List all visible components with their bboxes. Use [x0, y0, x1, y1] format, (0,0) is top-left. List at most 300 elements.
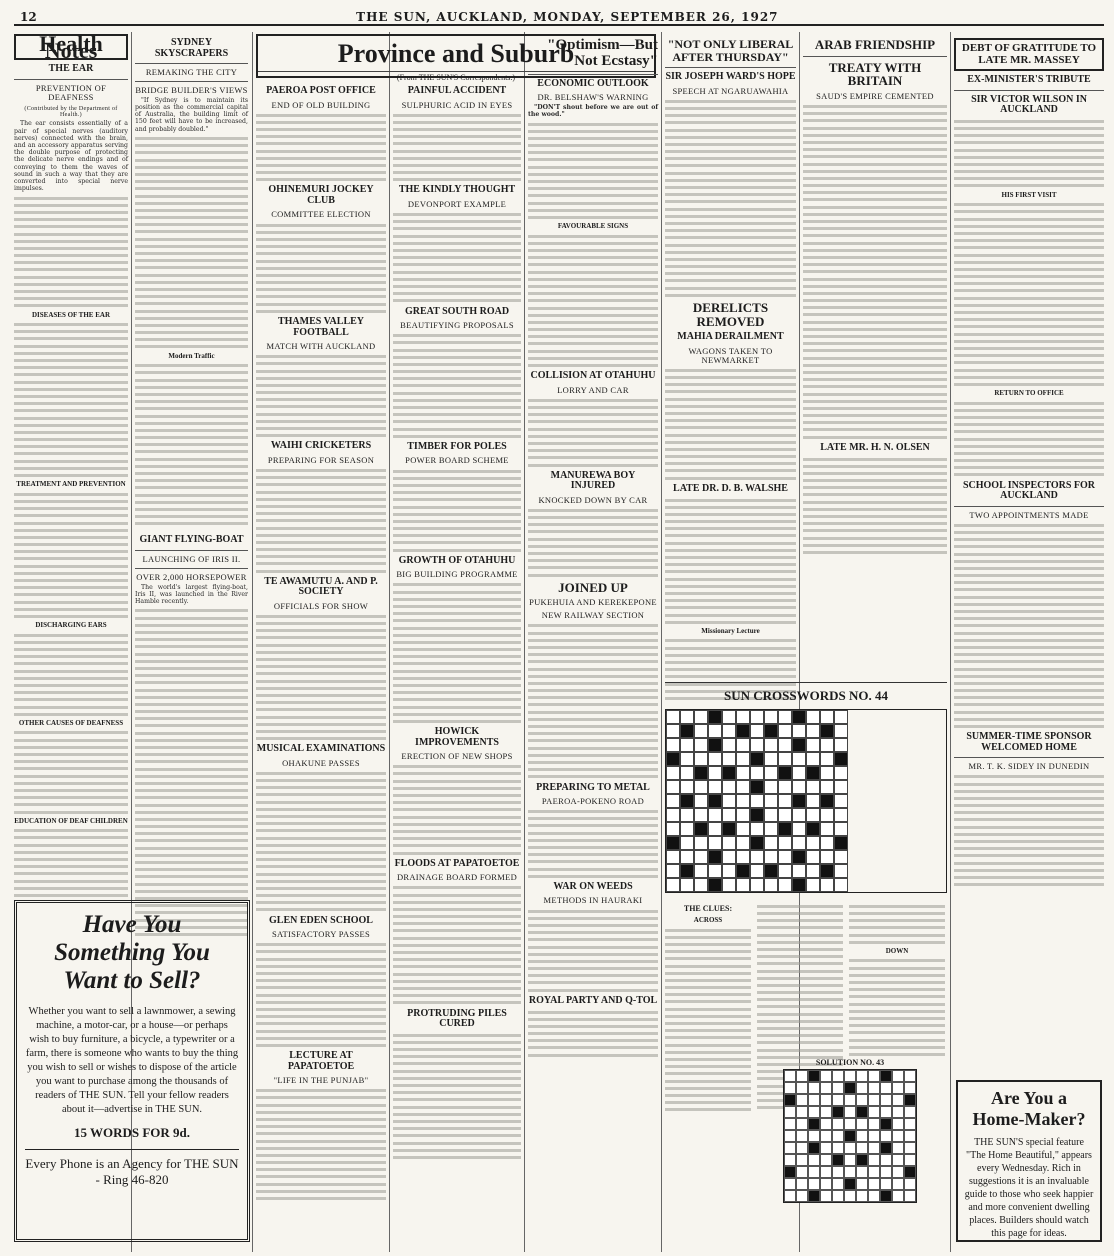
solution-cell	[820, 1118, 832, 1130]
crossword-cell[interactable]	[820, 710, 834, 724]
crossword-cell[interactable]	[820, 836, 834, 850]
article-headline: LECTURE AT PAPATOETOE	[287, 1050, 355, 1072]
crossword-cell[interactable]	[694, 808, 708, 822]
crossword-cell	[764, 724, 778, 738]
crossword-cell[interactable]	[722, 850, 736, 864]
crossword-cell[interactable]	[764, 794, 778, 808]
byline: (Contributed by the Department of Health.)	[24, 105, 118, 119]
crossword-cell[interactable]	[792, 808, 806, 822]
crossword-cell[interactable]	[680, 836, 694, 850]
solution-cell	[832, 1166, 844, 1178]
crossword-cell[interactable]	[820, 752, 834, 766]
clues-across-heading: ACROSS	[693, 916, 723, 925]
solution-cell	[856, 1154, 868, 1166]
solution-cell	[868, 1166, 880, 1178]
crossword-cell[interactable]	[694, 794, 708, 808]
sydney-column	[135, 34, 248, 894]
crossword-section	[665, 682, 947, 1242]
solution-cell	[856, 1190, 868, 1202]
article-subheadline: SPEECH AT NGARUAWAHIA	[672, 85, 789, 96]
crossword-cell[interactable]	[834, 780, 848, 794]
solution-cell	[844, 1106, 856, 1118]
article-subheadline: SIR JOSEPH WARD'S HOPE	[665, 71, 796, 83]
solution-cell	[868, 1178, 880, 1190]
article-headline: LATE MR. H. N. OLSEN	[820, 441, 930, 453]
crossword-cell	[708, 738, 722, 752]
crossword-cell[interactable]	[666, 724, 680, 738]
solution-cell	[856, 1070, 868, 1082]
crossword-cell[interactable]	[666, 878, 680, 892]
crossword-cell[interactable]	[722, 752, 736, 766]
crossword-cell[interactable]	[680, 752, 694, 766]
crossword-cell[interactable]	[694, 780, 708, 794]
masthead-title: THE SUN, AUCKLAND, MONDAY, SEPTEMBER 26, 1927	[356, 10, 779, 24]
solution-cell	[844, 1082, 856, 1094]
solution-cell	[892, 1118, 904, 1130]
crossword-cell[interactable]	[722, 780, 736, 794]
crossword-cell[interactable]	[666, 780, 680, 794]
crossword-cell[interactable]	[792, 780, 806, 794]
solution-cell	[832, 1094, 844, 1106]
solution-cell	[880, 1190, 892, 1202]
article-headline: GLEN EDEN SCHOOL	[269, 914, 373, 926]
article-headline: THAMES VALLEY FOOTBALL	[277, 316, 365, 338]
article-paragraph: "If Sydney is to maintain its position as the commercial capital of Australia, the building limit of 150 feet will have to be increased, and probably doubled."	[135, 96, 248, 133]
solution-cell	[856, 1130, 868, 1142]
solution-cell	[904, 1166, 916, 1178]
crossword-cell[interactable]	[806, 864, 820, 878]
article-subheadline: PUKEHUIA AND KEREKEPONE	[529, 597, 657, 608]
crossword-cell[interactable]	[834, 808, 848, 822]
crossword-cell[interactable]	[666, 850, 680, 864]
crossword-cell[interactable]	[722, 710, 736, 724]
solution-cell	[856, 1094, 868, 1106]
solution-cell	[808, 1178, 820, 1190]
solution-cell	[904, 1190, 916, 1202]
solution-cell	[784, 1166, 796, 1178]
article-headline: PAEROA POST OFFICE	[266, 85, 376, 96]
crossword-cell[interactable]	[792, 864, 806, 878]
solution-cell	[796, 1070, 808, 1082]
crossword-cell[interactable]	[806, 780, 820, 794]
article-headline: ARAB FRIENDSHIP	[814, 37, 936, 52]
solution-cell	[868, 1106, 880, 1118]
article-headline: FLOODS AT PAPATOETOE	[394, 857, 520, 869]
sir-joseph-ward-column	[665, 34, 796, 676]
article-headline: GREAT SOUTH ROAD	[404, 305, 510, 317]
crossword-cell	[778, 766, 792, 780]
section-heading: DISCHARGING EARS	[35, 621, 107, 630]
article-headline: OHINEMURI JOCKEY CLUB	[268, 184, 374, 206]
article-headline: GIANT FLYING-BOAT	[139, 534, 244, 546]
crossword-cell[interactable]	[708, 864, 722, 878]
solution-cell	[808, 1130, 820, 1142]
article-headline: THE KINDLY THOUGHT	[398, 184, 516, 196]
crossword-cell[interactable]	[820, 738, 834, 752]
article-headline: TE AWAMUTU A. AND P. SOCIETY	[264, 575, 378, 598]
solution-cell	[832, 1142, 844, 1154]
crossword-cell[interactable]	[694, 878, 708, 892]
crossword-cell[interactable]	[764, 822, 778, 836]
crossword-cell[interactable]	[666, 710, 680, 724]
crossword-cell[interactable]	[806, 724, 820, 738]
solution-cell	[868, 1130, 880, 1142]
article-subheadline: MR. T. K. SIDEY IN DUNEDIN	[968, 761, 1090, 772]
article-subheadline: DEVONPORT EXAMPLE	[407, 198, 507, 209]
crossword-title: SUN CROSSWORDS NO. 44	[724, 688, 888, 703]
solution-cell	[808, 1118, 820, 1130]
crossword-cell[interactable]	[834, 766, 848, 780]
crossword-cell[interactable]	[820, 850, 834, 864]
crossword-cell[interactable]	[806, 738, 820, 752]
crossword-cell[interactable]	[806, 850, 820, 864]
crossword-cell[interactable]	[736, 836, 750, 850]
economic-outlook-column	[528, 34, 658, 1242]
article-headline: WAR ON WEEDS	[553, 880, 633, 892]
crossword-cell	[764, 864, 778, 878]
crossword-cell[interactable]	[806, 878, 820, 892]
crossword-cell[interactable]	[694, 738, 708, 752]
crossword-cell[interactable]	[694, 752, 708, 766]
crossword-cell[interactable]	[764, 836, 778, 850]
crossword-cell[interactable]	[806, 752, 820, 766]
crossword-cell[interactable]	[666, 808, 680, 822]
crossword-cell[interactable]	[708, 780, 722, 794]
ad-phone: Every Phone is an Agency for THE SUN - Ring 46-820	[25, 1149, 239, 1188]
crossword-cell[interactable]	[834, 878, 848, 892]
crossword-cell[interactable]	[778, 738, 792, 752]
article-headline: PAINFUL ACCIDENT	[407, 85, 507, 96]
solution-cell	[904, 1142, 916, 1154]
ad-title: Have You Something You Want to Sell?	[54, 911, 210, 994]
crossword-cell[interactable]	[666, 738, 680, 752]
solution-cell	[832, 1178, 844, 1190]
solution-cell	[808, 1070, 820, 1082]
crossword-cell[interactable]	[708, 836, 722, 850]
crossword-cell[interactable]	[764, 878, 778, 892]
article-subheadline: SIR VICTOR WILSON IN AUCKLAND	[971, 93, 1087, 116]
crossword-cell[interactable]	[820, 878, 834, 892]
crossword-cell[interactable]	[764, 850, 778, 864]
crossword-cell	[750, 780, 764, 794]
solution-cell	[844, 1166, 856, 1178]
crossword-cell[interactable]	[750, 850, 764, 864]
section-heading: TREATMENT AND PREVENTION	[16, 480, 126, 489]
crossword-cell	[820, 864, 834, 878]
crossword-cell	[736, 864, 750, 878]
crossword-cell[interactable]	[834, 794, 848, 808]
solution-cell	[784, 1190, 796, 1202]
crossword-cell[interactable]	[736, 850, 750, 864]
solution-cell	[856, 1178, 868, 1190]
solution-cell	[904, 1154, 916, 1166]
crossword-cell[interactable]	[708, 808, 722, 822]
article-headline: COLLISION AT OTAHUHU	[530, 370, 656, 382]
crossword-cell[interactable]	[736, 822, 750, 836]
crossword-cell[interactable]	[750, 710, 764, 724]
crossword-cell[interactable]	[736, 766, 750, 780]
solution-cell	[904, 1106, 916, 1118]
crossword-cell[interactable]	[736, 752, 750, 766]
crossword-cell[interactable]	[778, 794, 792, 808]
crossword-cell[interactable]	[834, 738, 848, 752]
solution-cell	[844, 1094, 856, 1106]
crossword-cell[interactable]	[708, 724, 722, 738]
ad-body: THE SUN'S special feature "The Home Beautiful," appears every Wednesday. Rich in suggestions it is an invaluable guide to those who seek happier and more convenient dwelling places. Builders should watch this page for ideas.	[964, 1137, 1094, 1239]
solution-cell	[820, 1190, 832, 1202]
article-subheadline: TREATY WITH BRITAIN	[828, 59, 922, 89]
crossword-cell[interactable]	[778, 724, 792, 738]
solution-cell	[868, 1142, 880, 1154]
solution-cell	[844, 1118, 856, 1130]
solution-cell	[784, 1106, 796, 1118]
crossword-cell[interactable]	[792, 822, 806, 836]
arab-friendship-column	[803, 34, 947, 676]
crossword-cell[interactable]	[680, 822, 694, 836]
crossword-cell[interactable]	[834, 724, 848, 738]
crossword-cell	[708, 878, 722, 892]
solution-title: SOLUTION NO. 43	[815, 1058, 885, 1067]
crossword-cell[interactable]	[666, 766, 680, 780]
article-subheadline: SATISFACTORY PASSES	[271, 929, 371, 940]
solution-cell	[820, 1106, 832, 1118]
section-heading: FAVOURABLE SIGNS	[557, 222, 629, 231]
crossword-cell[interactable]	[750, 878, 764, 892]
article-headline: SYDNEY SKYSCRAPERS	[154, 37, 229, 59]
crossword-cell[interactable]	[792, 766, 806, 780]
crossword-cell[interactable]	[750, 724, 764, 738]
crossword-cell[interactable]	[806, 808, 820, 822]
article-subheadline: NEW RAILWAY SECTION	[541, 610, 645, 621]
solution-cell	[808, 1106, 820, 1118]
clues-title: THE CLUES:	[683, 903, 733, 913]
crossword-cell[interactable]	[722, 808, 736, 822]
ad-price: 15 WORDS FOR 9d.	[73, 1125, 191, 1140]
crossword-cell[interactable]	[680, 808, 694, 822]
crossword-cell[interactable]	[778, 850, 792, 864]
crossword-cell[interactable]	[764, 738, 778, 752]
crossword-cell	[792, 794, 806, 808]
article-subheadline: ERECTION OF NEW SHOPS	[401, 751, 513, 762]
solution-cell	[856, 1166, 868, 1178]
crossword-cell[interactable]	[722, 864, 736, 878]
crossword-cell	[694, 822, 708, 836]
crossword-cell[interactable]	[834, 710, 848, 724]
crossword-cell[interactable]	[820, 822, 834, 836]
crossword-cell[interactable]	[778, 752, 792, 766]
crossword-cell[interactable]	[792, 724, 806, 738]
solution-cell	[796, 1142, 808, 1154]
article-headline: ROYAL PARTY AND Q-TOL	[528, 994, 658, 1006]
crossword-cell[interactable]	[750, 738, 764, 752]
crossword-cell[interactable]	[694, 836, 708, 850]
solution-cell	[904, 1178, 916, 1190]
crossword-cell[interactable]	[680, 780, 694, 794]
crossword-cell	[792, 878, 806, 892]
solution-cell	[892, 1082, 904, 1094]
crossword-cell[interactable]	[722, 738, 736, 752]
solution-cell	[820, 1154, 832, 1166]
article-subheadline: DR. BELSHAW'S WARNING	[537, 92, 649, 102]
crossword-cell[interactable]	[736, 878, 750, 892]
solution-cell	[880, 1142, 892, 1154]
crossword-cell[interactable]	[736, 794, 750, 808]
crossword-cell[interactable]	[820, 766, 834, 780]
crossword-cell[interactable]	[764, 808, 778, 822]
solution-cell	[784, 1154, 796, 1166]
article-subheadline: LAUNCHING OF IRIS II.	[142, 553, 241, 564]
article-subheadline: OVER 2,000 HORSEPOWER	[136, 571, 247, 582]
crossword-cell[interactable]	[806, 710, 820, 724]
solution-grid	[783, 1069, 917, 1203]
solution-cell	[904, 1094, 916, 1106]
crossword-cell[interactable]	[694, 710, 708, 724]
crossword-cell[interactable]	[722, 836, 736, 850]
crossword-cell	[820, 724, 834, 738]
crossword-cell[interactable]	[680, 878, 694, 892]
crossword-cell[interactable]	[666, 822, 680, 836]
solution-cell	[892, 1142, 904, 1154]
crossword-cell[interactable]	[722, 878, 736, 892]
crossword-cell[interactable]	[750, 794, 764, 808]
solution-cell	[856, 1082, 868, 1094]
article-subheadline: SULPHURIC ACID IN EYES	[401, 99, 513, 110]
article-subheadline: COMMITTEE ELECTION	[271, 209, 371, 220]
crossword-cell[interactable]	[764, 780, 778, 794]
solution-cell	[868, 1118, 880, 1130]
crossword-cell[interactable]	[708, 822, 722, 836]
health-notes-banner: Health Notes	[14, 34, 128, 60]
crossword-cell[interactable]	[834, 864, 848, 878]
solution-cell	[832, 1118, 844, 1130]
article-headline: THE EAR	[48, 63, 94, 75]
crossword-cell[interactable]	[792, 752, 806, 766]
clues-down-heading: DOWN	[885, 946, 909, 955]
solution-cell	[856, 1118, 868, 1130]
solution-cell	[796, 1130, 808, 1142]
crossword-cell[interactable]	[694, 724, 708, 738]
crossword-cell[interactable]	[722, 794, 736, 808]
crossword-cell[interactable]	[750, 766, 764, 780]
crossword-cell[interactable]	[792, 836, 806, 850]
solution-cell	[832, 1190, 844, 1202]
solution-cell	[796, 1190, 808, 1202]
solution-cell	[796, 1178, 808, 1190]
section-heading: DISEASES OF THE EAR	[32, 310, 110, 319]
solution-cell	[820, 1070, 832, 1082]
solution-cell	[892, 1166, 904, 1178]
article-headline: TIMBER FOR POLES	[407, 440, 507, 452]
masthead	[14, 8, 1104, 26]
article-subheadline: TWO APPOINTMENTS MADE	[969, 509, 1089, 520]
solution-cell	[904, 1118, 916, 1130]
crossword-cell	[750, 752, 764, 766]
solution-cell	[784, 1142, 796, 1154]
crossword-cell[interactable]	[666, 794, 680, 808]
crossword-cell[interactable]	[736, 780, 750, 794]
crossword-cell[interactable]	[694, 864, 708, 878]
article-subheadline: DRAINAGE BOARD FORMED	[396, 872, 518, 883]
solution-cell	[868, 1082, 880, 1094]
solution-cell	[892, 1106, 904, 1118]
solution-cell	[808, 1082, 820, 1094]
crossword-cell[interactable]	[834, 850, 848, 864]
crossword-cell[interactable]	[778, 710, 792, 724]
solution-cell	[880, 1178, 892, 1190]
lead-paragraph: "DON'T shout before we are out of the wood."	[528, 103, 658, 119]
article-subheadline: REMAKING THE CITY	[145, 67, 238, 77]
solution-cell	[796, 1106, 808, 1118]
solution-cell	[832, 1130, 844, 1142]
article-subheadline: ECONOMIC OUTLOOK	[537, 77, 649, 89]
crossword-cell[interactable]	[778, 836, 792, 850]
crossword-cell[interactable]	[736, 808, 750, 822]
crossword-cell	[736, 724, 750, 738]
crossword-cell	[806, 766, 820, 780]
crossword-cell	[666, 752, 680, 766]
section-heading: HIS FIRST VISIT	[1001, 190, 1057, 199]
crossword-cell	[778, 822, 792, 836]
crossword-cell[interactable]	[820, 808, 834, 822]
crossword-cell[interactable]	[736, 710, 750, 724]
crossword-cell[interactable]	[708, 752, 722, 766]
article-headline: MANUREWA BOY INJURED	[550, 469, 636, 492]
crossword-cell[interactable]	[722, 724, 736, 738]
crossword-cell[interactable]	[806, 836, 820, 850]
crossword-cell[interactable]	[680, 738, 694, 752]
crossword-cell	[750, 808, 764, 822]
crossword-cell[interactable]	[778, 864, 792, 878]
article-headline: SUMMER-TIME SPONSOR WELCOMED HOME	[966, 731, 1092, 753]
crossword-grid[interactable]	[665, 709, 947, 893]
crossword-cell[interactable]	[680, 766, 694, 780]
crossword-cell[interactable]	[778, 780, 792, 794]
crossword-cell[interactable]	[666, 864, 680, 878]
section-heading: Modern Traffic	[168, 351, 215, 360]
solution-cell	[880, 1070, 892, 1082]
crossword-cell[interactable]	[680, 710, 694, 724]
solution-cell	[832, 1082, 844, 1094]
crossword-cell[interactable]	[764, 752, 778, 766]
solution-cell	[880, 1166, 892, 1178]
crossword-cell[interactable]	[750, 822, 764, 836]
crossword-cell[interactable]	[708, 766, 722, 780]
solution-cell	[880, 1154, 892, 1166]
solution-cell	[832, 1106, 844, 1118]
crossword-cell[interactable]	[694, 850, 708, 864]
province-column-2	[393, 82, 521, 1242]
banner-subtitle: (From THE SUN'S Correspondents.)	[258, 71, 654, 82]
solution-cell	[904, 1130, 916, 1142]
crossword-cell[interactable]	[764, 766, 778, 780]
solution-cell	[796, 1094, 808, 1106]
section-heading: OTHER CAUSES OF DEAFNESS	[18, 718, 124, 727]
crossword-cell[interactable]	[764, 710, 778, 724]
crossword-cell[interactable]	[820, 780, 834, 794]
solution-cell	[808, 1154, 820, 1166]
crossword-cell[interactable]	[778, 878, 792, 892]
crossword-cell[interactable]	[778, 808, 792, 822]
crossword-cell[interactable]	[736, 738, 750, 752]
article-paragraph: The world's largest flying-boat, Iris II, was launched in the River Hamble recently.	[135, 583, 248, 606]
crossword-cell[interactable]	[750, 864, 764, 878]
solution-cell	[796, 1118, 808, 1130]
crossword-cell[interactable]	[834, 822, 848, 836]
article-headline: PREPARING TO METAL	[536, 781, 650, 793]
crossword-cell[interactable]	[680, 850, 694, 864]
solution-cell	[820, 1142, 832, 1154]
crossword-cell[interactable]	[806, 794, 820, 808]
